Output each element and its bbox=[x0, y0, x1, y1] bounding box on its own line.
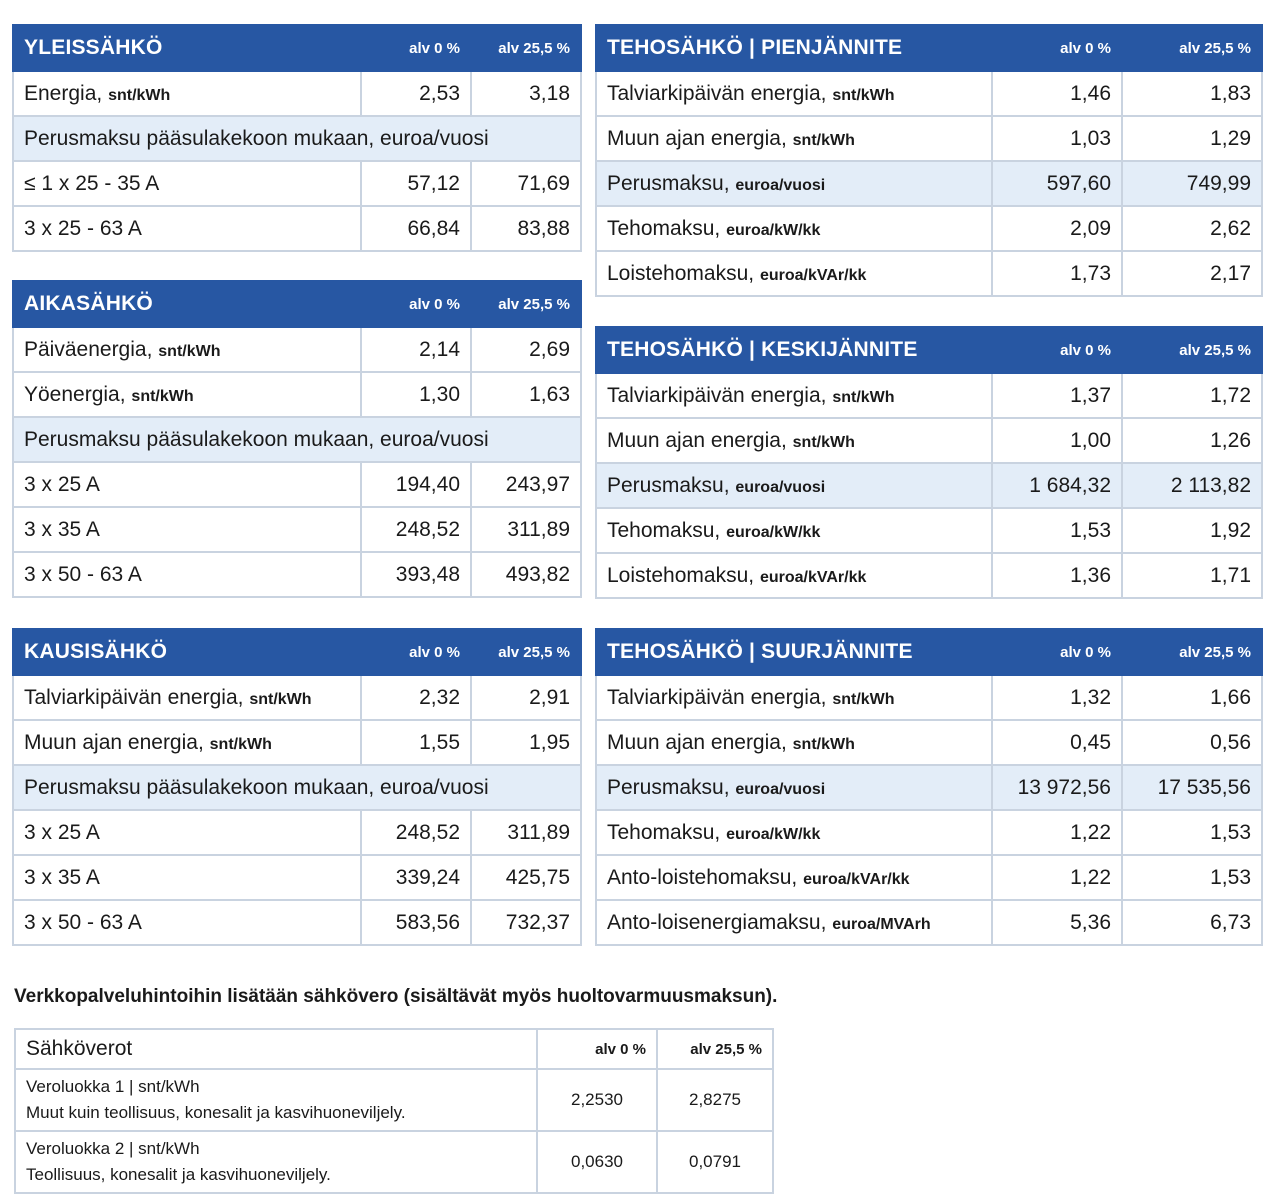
row-unit: euroa/kW/kk bbox=[726, 825, 821, 843]
value-vat255: 1,83 bbox=[1122, 71, 1262, 116]
vat0-header: alv 0 % bbox=[537, 1029, 657, 1069]
value-vat255: 1,95 bbox=[471, 720, 581, 765]
vat255-header: alv 25,5 % bbox=[657, 1029, 773, 1069]
tax-class-description: Teollisuus, konesalit ja kasvihuoneviljely. bbox=[26, 1165, 331, 1184]
table-row bbox=[596, 720, 1262, 765]
vat0-header: alv 0 % bbox=[361, 281, 471, 327]
value-vat255: 243,97 bbox=[471, 462, 581, 507]
row-label: Muun ajan energia, bbox=[607, 428, 787, 452]
value-vat255: 1,53 bbox=[1122, 810, 1262, 855]
row-unit: snt/kWh bbox=[792, 735, 855, 753]
table-row bbox=[13, 327, 581, 372]
table-row bbox=[13, 417, 581, 462]
value-vat0: 194,40 bbox=[361, 462, 471, 507]
row-unit: snt/kWh bbox=[792, 131, 855, 149]
table-title: Sähköverot bbox=[15, 1029, 537, 1069]
row-label: Talviarkipäivän energia, bbox=[607, 383, 827, 407]
tehosahko-suurjannite-table bbox=[595, 628, 1263, 946]
row-label: 3 x 25 - 63 A bbox=[13, 206, 361, 251]
value-vat255: 425,75 bbox=[471, 855, 581, 900]
vat255-header: alv 25,5 % bbox=[471, 281, 581, 327]
value-vat0: 1,73 bbox=[992, 251, 1122, 296]
value-vat255: 71,69 bbox=[471, 161, 581, 206]
value-vat255: 311,89 bbox=[471, 507, 581, 552]
table-row bbox=[596, 675, 1262, 720]
value-vat0: 2,53 bbox=[361, 71, 471, 116]
row-label: Loistehomaksu, bbox=[607, 563, 755, 587]
value-vat0: 2,32 bbox=[361, 675, 471, 720]
kausisahko-table bbox=[12, 628, 582, 946]
row-unit: euroa/vuosi bbox=[735, 478, 826, 496]
table-row bbox=[15, 1131, 773, 1193]
value-vat0: 1,53 bbox=[992, 508, 1122, 553]
value-vat0: 2,2530 bbox=[537, 1069, 657, 1131]
row-label: Tehomaksu, bbox=[607, 216, 721, 240]
row-unit: snt/kWh bbox=[249, 690, 312, 708]
table-row bbox=[13, 116, 581, 161]
tax-class-label: Veroluokka 2 | snt/kWh bbox=[26, 1139, 200, 1158]
row-label: Muun ajan energia, bbox=[607, 730, 787, 754]
value-vat255: 2,91 bbox=[471, 675, 581, 720]
value-vat255: 311,89 bbox=[471, 810, 581, 855]
table-row bbox=[13, 462, 581, 507]
table-row bbox=[596, 71, 1262, 116]
table-row bbox=[596, 765, 1262, 810]
row-label: 3 x 50 - 63 A bbox=[13, 552, 361, 597]
table-row bbox=[596, 900, 1262, 945]
value-vat0: 1,00 bbox=[992, 418, 1122, 463]
value-vat0: 597,60 bbox=[992, 161, 1122, 206]
value-vat0: 2,09 bbox=[992, 206, 1122, 251]
table-row bbox=[596, 116, 1262, 161]
value-vat0: 583,56 bbox=[361, 900, 471, 945]
table-row bbox=[13, 765, 581, 810]
value-vat255: 83,88 bbox=[471, 206, 581, 251]
row-label: Yöenergia, bbox=[24, 382, 126, 406]
table-title: TEHOSÄHKÖ | SUURJÄNNITE bbox=[596, 629, 992, 675]
row-unit: snt/kWh bbox=[209, 735, 272, 753]
row-label: 3 x 50 - 63 A bbox=[13, 900, 361, 945]
aikasahko-table bbox=[12, 280, 582, 598]
value-vat255: 2,69 bbox=[471, 327, 581, 372]
value-vat255: 6,73 bbox=[1122, 900, 1262, 945]
row-label: ≤ 1 x 25 - 35 A bbox=[13, 161, 361, 206]
table-title: AIKASÄHKÖ bbox=[13, 281, 361, 327]
row-unit: euroa/kVAr/kk bbox=[759, 568, 867, 586]
value-vat255: 1,63 bbox=[471, 372, 581, 417]
value-vat255: 2,8275 bbox=[657, 1069, 773, 1131]
value-vat255: 1,26 bbox=[1122, 418, 1262, 463]
value-vat255: 1,29 bbox=[1122, 116, 1262, 161]
value-vat0: 66,84 bbox=[361, 206, 471, 251]
value-vat255: 1,92 bbox=[1122, 508, 1262, 553]
row-label: Loistehomaksu, bbox=[607, 261, 755, 285]
table-row bbox=[13, 206, 581, 251]
tehosahko-keskijannite-table bbox=[595, 326, 1263, 599]
table-row bbox=[13, 855, 581, 900]
value-vat255: 2,17 bbox=[1122, 251, 1262, 296]
value-vat0: 1,46 bbox=[992, 71, 1122, 116]
value-vat255: 2 113,82 bbox=[1122, 463, 1262, 508]
table-row bbox=[13, 71, 581, 116]
table-row bbox=[13, 900, 581, 945]
value-vat0: 5,36 bbox=[992, 900, 1122, 945]
row-label: Energia, bbox=[24, 81, 103, 105]
row-unit: snt/kWh bbox=[832, 86, 895, 104]
vat255-header: alv 25,5 % bbox=[1122, 629, 1262, 675]
band-label: Perusmaksu pääsulakekoon mukaan, euroa/vuosi bbox=[13, 417, 581, 462]
value-vat0: 393,48 bbox=[361, 552, 471, 597]
row-unit: euroa/MVArh bbox=[832, 915, 931, 933]
table-row bbox=[596, 508, 1262, 553]
table-row bbox=[596, 810, 1262, 855]
value-vat0: 1,36 bbox=[992, 553, 1122, 598]
row-unit: euroa/vuosi bbox=[735, 780, 826, 798]
row-unit: euroa/kVAr/kk bbox=[759, 266, 867, 284]
row-label: 3 x 25 A bbox=[13, 462, 361, 507]
row-label: Anto-loistehomaksu, bbox=[607, 865, 798, 889]
row-label: 3 x 25 A bbox=[13, 810, 361, 855]
tehosahko-pienjannite-table bbox=[595, 24, 1263, 297]
table-title: YLEISSÄHKÖ bbox=[13, 25, 361, 71]
row-label: Anto-loisenergiamaksu, bbox=[607, 910, 827, 934]
value-vat0: 0,0630 bbox=[537, 1131, 657, 1193]
table-title: KAUSISÄHKÖ bbox=[13, 629, 361, 675]
value-vat255: 732,37 bbox=[471, 900, 581, 945]
value-vat255: 2,62 bbox=[1122, 206, 1262, 251]
row-label: Talviarkipäivän energia, bbox=[24, 685, 244, 709]
value-vat0: 1,22 bbox=[992, 810, 1122, 855]
value-vat0: 1,32 bbox=[992, 675, 1122, 720]
row-unit: snt/kWh bbox=[832, 388, 895, 406]
table-title: TEHOSÄHKÖ | PIENJÄNNITE bbox=[596, 25, 992, 71]
value-vat0: 248,52 bbox=[361, 507, 471, 552]
band-label: Perusmaksu pääsulakekoon mukaan, euroa/vuosi bbox=[13, 116, 581, 161]
table-row bbox=[596, 206, 1262, 251]
value-vat0: 339,24 bbox=[361, 855, 471, 900]
row-unit: snt/kWh bbox=[792, 433, 855, 451]
value-vat255: 749,99 bbox=[1122, 161, 1262, 206]
row-label: Perusmaksu, bbox=[607, 775, 730, 799]
value-vat0: 0,45 bbox=[992, 720, 1122, 765]
vat0-header: alv 0 % bbox=[992, 25, 1122, 71]
table-row bbox=[596, 553, 1262, 598]
table-row bbox=[596, 251, 1262, 296]
table-row bbox=[596, 855, 1262, 900]
value-vat255: 1,53 bbox=[1122, 855, 1262, 900]
table-row bbox=[596, 418, 1262, 463]
table-row bbox=[596, 161, 1262, 206]
row-label: Muun ajan energia, bbox=[607, 126, 787, 150]
row-label: Tehomaksu, bbox=[607, 518, 721, 542]
vat0-header: alv 0 % bbox=[361, 25, 471, 71]
vat255-header: alv 25,5 % bbox=[471, 629, 581, 675]
value-vat0: 1,55 bbox=[361, 720, 471, 765]
row-label: Tehomaksu, bbox=[607, 820, 721, 844]
row-unit: euroa/kW/kk bbox=[726, 221, 821, 239]
row-label: Talviarkipäivän energia, bbox=[607, 685, 827, 709]
vat255-header: alv 25,5 % bbox=[471, 25, 581, 71]
value-vat0: 1,30 bbox=[361, 372, 471, 417]
value-vat255: 493,82 bbox=[471, 552, 581, 597]
table-title: TEHOSÄHKÖ | KESKIJÄNNITE bbox=[596, 327, 992, 373]
row-unit: snt/kWh bbox=[158, 342, 221, 360]
vat0-header: alv 0 % bbox=[361, 629, 471, 675]
value-vat0: 248,52 bbox=[361, 810, 471, 855]
row-unit: euroa/kVAr/kk bbox=[803, 870, 910, 888]
value-vat255: 3,18 bbox=[471, 71, 581, 116]
row-label: Muun ajan energia, bbox=[24, 730, 204, 754]
row-unit: snt/kWh bbox=[131, 387, 194, 405]
electricity-tax-table bbox=[14, 1028, 774, 1194]
row-label: 3 x 35 A bbox=[13, 507, 361, 552]
row-unit: euroa/kW/kk bbox=[726, 523, 821, 541]
table-row bbox=[596, 463, 1262, 508]
row-label: Perusmaksu, bbox=[607, 171, 730, 195]
value-vat0: 1,22 bbox=[992, 855, 1122, 900]
table-row bbox=[596, 373, 1262, 418]
tax-note: Verkkopalveluhintoihin lisätään sähkövero (sisältävät myös huoltovarmuusmaksun). bbox=[14, 986, 778, 1007]
tax-class-description: Muut kuin teollisuus, konesalit ja kasvihuoneviljely. bbox=[26, 1103, 406, 1122]
value-vat0: 1 684,32 bbox=[992, 463, 1122, 508]
row-unit: snt/kWh bbox=[832, 690, 895, 708]
value-vat0: 2,14 bbox=[361, 327, 471, 372]
row-label: Talviarkipäivän energia, bbox=[607, 81, 827, 105]
table-row bbox=[13, 552, 581, 597]
table-row bbox=[13, 675, 581, 720]
row-label: Perusmaksu, bbox=[607, 473, 730, 497]
table-row bbox=[13, 372, 581, 417]
value-vat0: 1,03 bbox=[992, 116, 1122, 161]
table-row bbox=[13, 720, 581, 765]
value-vat255: 0,0791 bbox=[657, 1131, 773, 1193]
table-row bbox=[15, 1069, 773, 1131]
value-vat255: 17 535,56 bbox=[1122, 765, 1262, 810]
value-vat255: 1,72 bbox=[1122, 373, 1262, 418]
row-unit: euroa/vuosi bbox=[735, 176, 826, 194]
row-label: Päiväenergia, bbox=[24, 337, 153, 361]
table-row bbox=[13, 507, 581, 552]
vat255-header: alv 25,5 % bbox=[1122, 327, 1262, 373]
vat0-header: alv 0 % bbox=[992, 629, 1122, 675]
value-vat0: 13 972,56 bbox=[992, 765, 1122, 810]
table-row bbox=[13, 810, 581, 855]
value-vat0: 57,12 bbox=[361, 161, 471, 206]
band-label: Perusmaksu pääsulakekoon mukaan, euroa/vuosi bbox=[13, 765, 581, 810]
row-label: 3 x 35 A bbox=[13, 855, 361, 900]
vat0-header: alv 0 % bbox=[992, 327, 1122, 373]
value-vat0: 1,37 bbox=[992, 373, 1122, 418]
value-vat255: 0,56 bbox=[1122, 720, 1262, 765]
tax-class-label: Veroluokka 1 | snt/kWh bbox=[26, 1077, 200, 1096]
row-unit: snt/kWh bbox=[108, 86, 171, 104]
value-vat255: 1,71 bbox=[1122, 553, 1262, 598]
vat255-header: alv 25,5 % bbox=[1122, 25, 1262, 71]
yleissahko-table bbox=[12, 24, 582, 252]
table-row bbox=[13, 161, 581, 206]
value-vat255: 1,66 bbox=[1122, 675, 1262, 720]
